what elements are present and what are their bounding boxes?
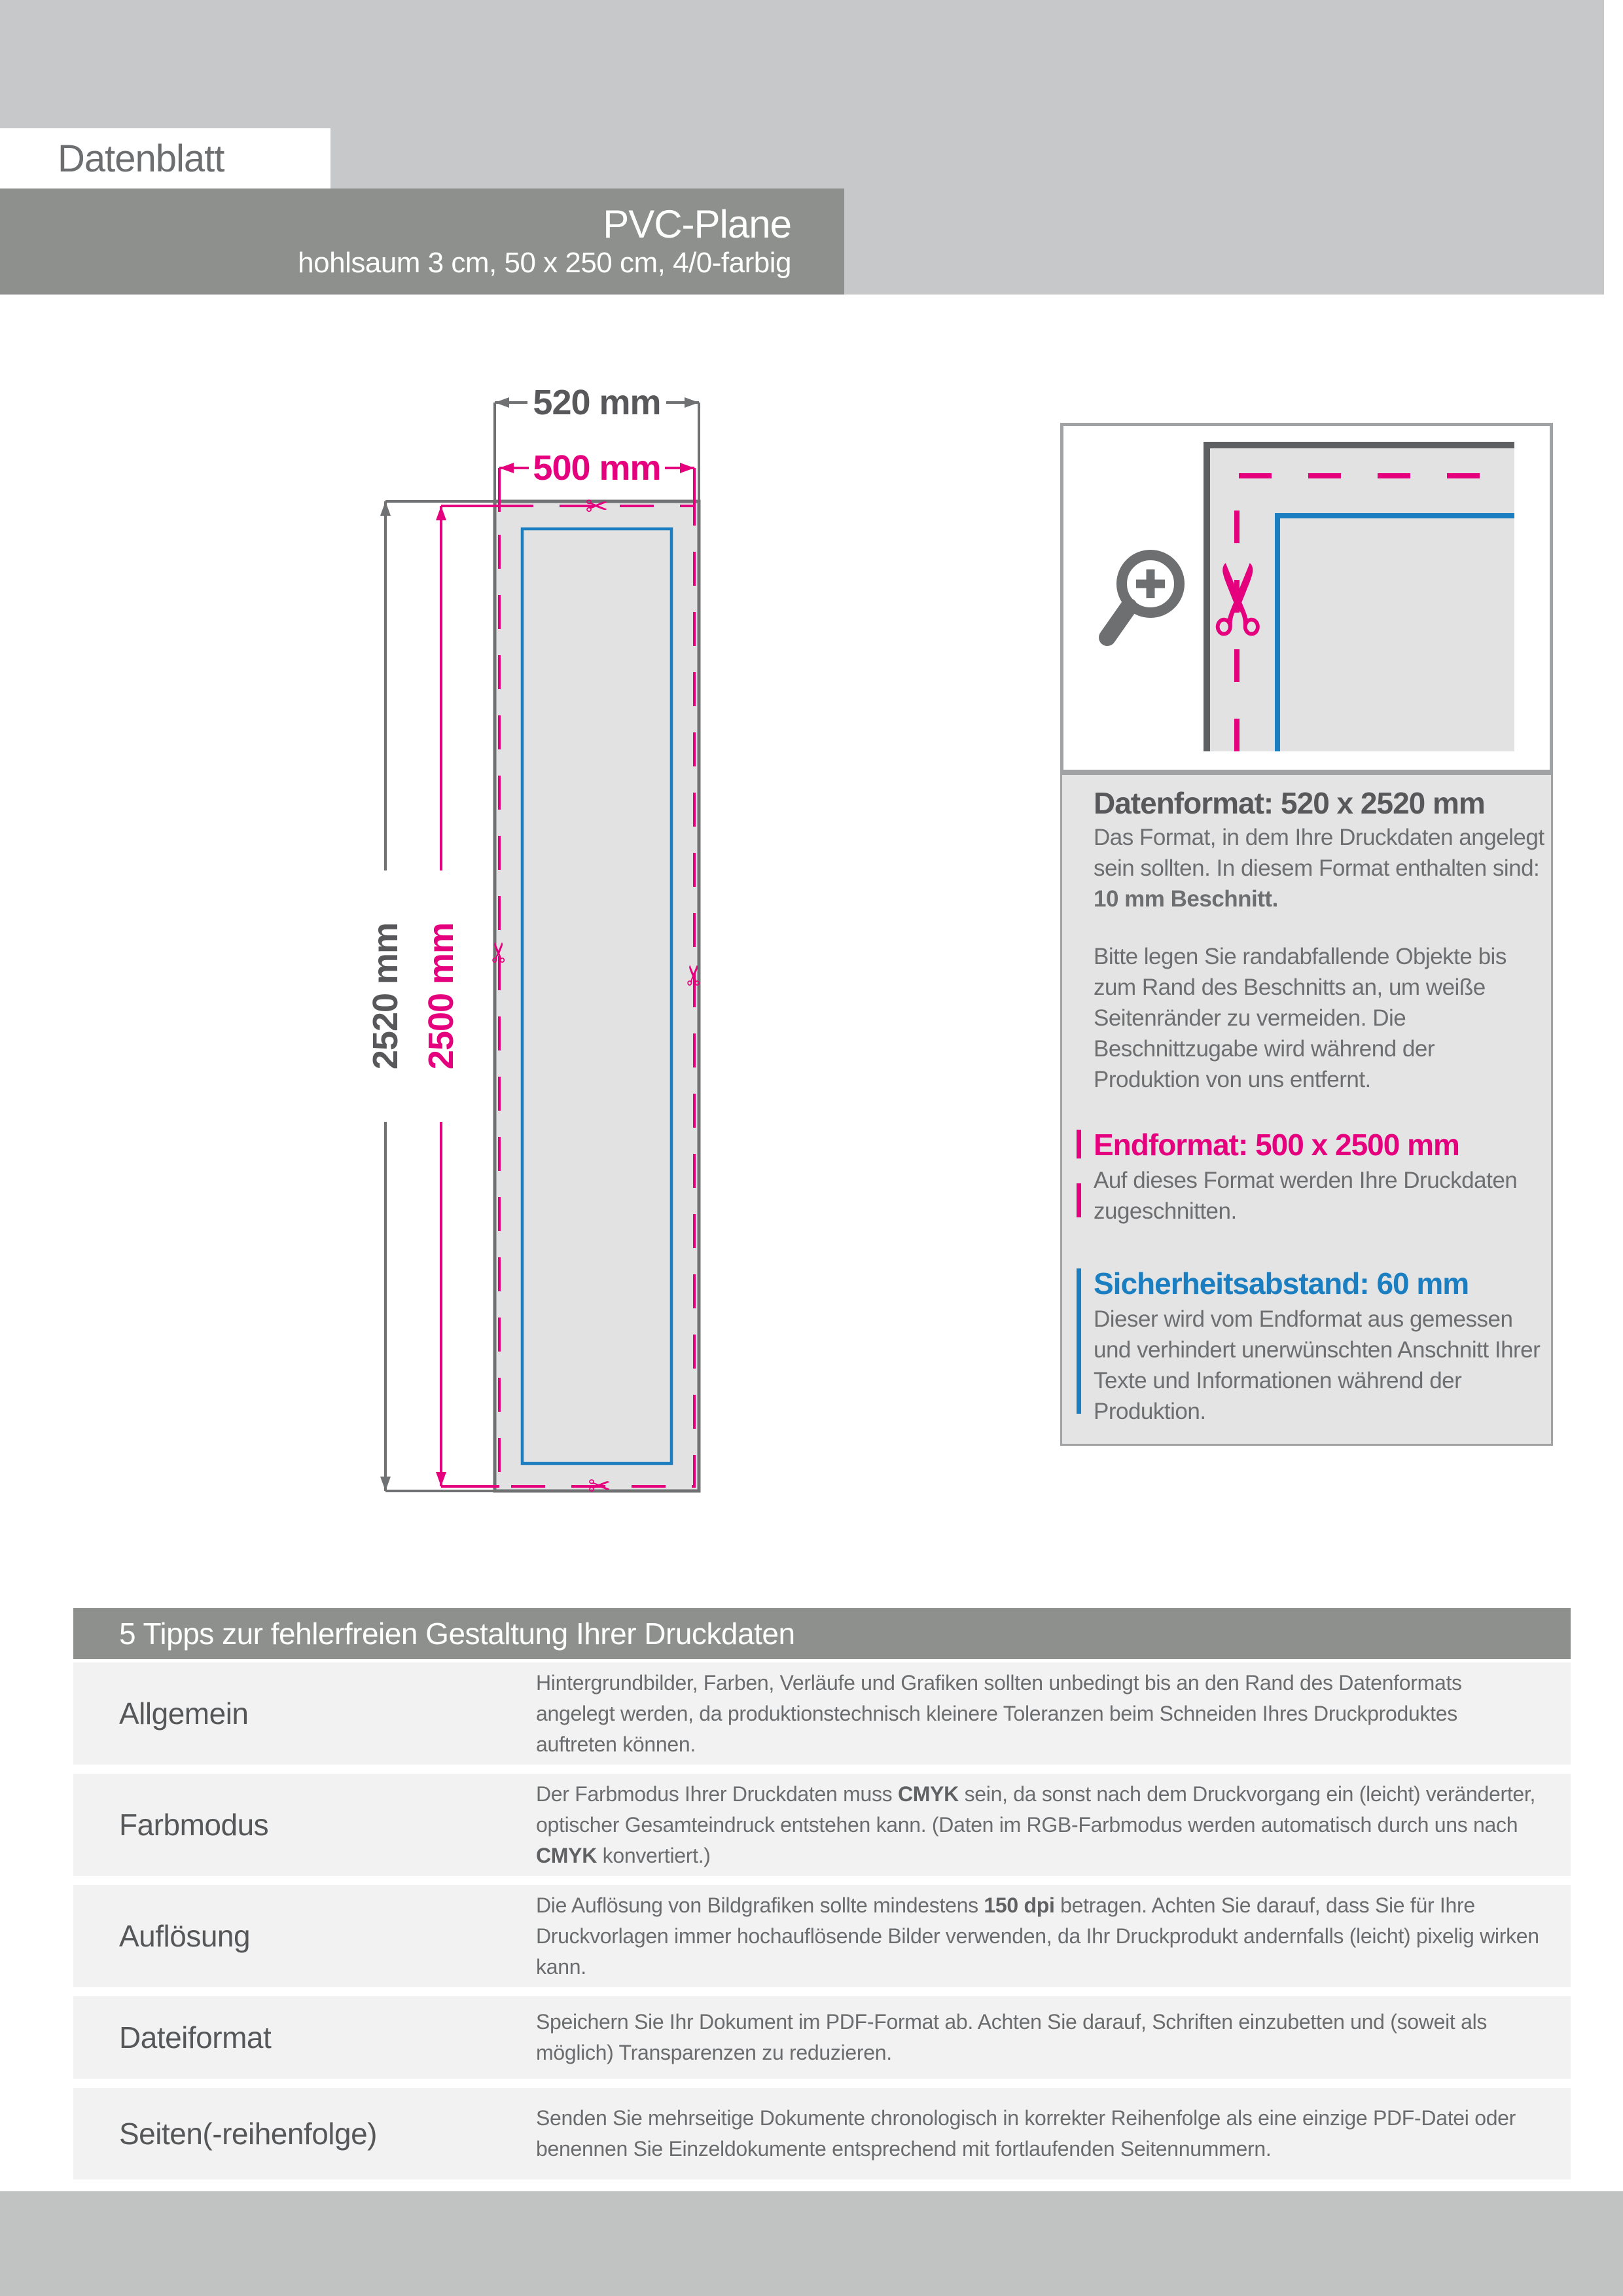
footer-band — [0, 2191, 1623, 2296]
datenformat-para2: Bitte legen Sie randabfallende Objekte bis zum Rand des Beschnitts an, um weiße Seitenränder zu vermeiden. Die Beschnittzugabe wird während der Produktion von uns entfernt. — [1094, 944, 1507, 1092]
product-spec: hohlsaum 3 cm, 50 x 250 cm, 4/0-farbig — [298, 247, 791, 279]
tip-body: Speichern Sie Ihr Dokument im PDF-Format ab. Achten Sie darauf, Schriften einzubetten und (soweit als möglich) Transparenzen zu reduzieren. — [536, 2010, 1488, 2064]
tip-label: Allgemein — [119, 1696, 249, 1731]
arrow-down-icon — [380, 1477, 391, 1491]
tip-body: Hintergrundbilder, Farben, Verläufe und Grafiken sollten unbedingt bis an den Rand des Datenformats angelegt werden, da produktionstechnisch kleinere Toleranzen beim Schneiden Ihres Druckproduktes auftreten können. — [536, 1670, 1462, 1756]
dim-label-520: 520 mm — [533, 383, 661, 422]
zoom-detail-box — [1060, 423, 1553, 773]
format-diagram — [353, 367, 733, 1518]
tip-label: Auflösung — [119, 1919, 251, 1953]
tip-row-farbmodus — [73, 1774, 1571, 1876]
datenformat-rect — [495, 501, 699, 1491]
zoom-detail-graphic — [1063, 426, 1550, 770]
zoom-in-icon — [1107, 555, 1179, 637]
arrow-up-icon — [380, 501, 391, 516]
dim-label-2520: 2520 mm — [366, 922, 405, 1070]
product-name: PVC-Plane — [603, 202, 791, 246]
endformat-heading: Endformat: 500 x 2500 mm — [1094, 1128, 1459, 1162]
tip-label: Seiten(-reihenfolge) — [119, 2117, 378, 2151]
product-bar — [0, 188, 844, 295]
scissors-icon: ✂ — [588, 1470, 611, 1502]
tip-row-aufloesung — [73, 1885, 1571, 1987]
tip-body: Senden Sie mehrseitige Dokumente chronologisch in korrekter Reihenfolge als eine einzige PDF-Datei oder benennen Sie Einzeldokumente entsprechend mit fortlaufenden Seitennummern. — [536, 2106, 1516, 2161]
sicherheitsabstand-accent-bar — [1077, 1268, 1081, 1414]
arrow-right-icon — [685, 397, 699, 408]
sicherheitsabstand-heading: Sicherheitsabstand: 60 mm — [1094, 1266, 1469, 1300]
arrow-left-icon — [499, 463, 514, 473]
dim-label-2500: 2500 mm — [421, 922, 461, 1070]
endformat-accent-bar — [1077, 1183, 1081, 1217]
arrow-down-icon — [436, 1472, 446, 1486]
tip-body: Der Farbmodus Ihrer Druckdaten muss CMYK sein, da sonst nach dem Druckvorgang ein (leicht) veränderter, optischer Gesamteindruck entstehen kann. (Daten im RGB-Farbmodus werden automatisch durch uns nach CMYK konvertiert.) — [536, 1782, 1536, 1867]
arrow-left-icon — [495, 397, 509, 408]
endformat-body: Auf dieses Format werden Ihre Druckdaten zugeschnitten. — [1094, 1168, 1518, 1224]
tips-header-bar — [73, 1608, 1571, 1659]
scissors-icon: ✂ — [1183, 558, 1297, 640]
datenformat-body: Das Format, in dem Ihre Druckdaten angelegt sein sollten. In diesem Format enthalten sind: 10 mm Beschnitt. — [1094, 825, 1544, 912]
tip-label: Farbmodus — [119, 1808, 269, 1842]
tip-row-seitenreihenfolge — [73, 2088, 1571, 2179]
datenformat-heading: Datenformat: 520 x 2520 mm — [1094, 786, 1485, 820]
arrow-right-icon — [680, 463, 694, 473]
tip-body: Die Auflösung von Bildgrafiken sollte mindestens 150 dpi betragen. Achten Sie darauf, dass Sie für Ihre Druckvorlagen immer hochauflösende Bilder verwenden, da Ihr Druckprodukt andernfalls (leicht) pixelig wirken kann. — [536, 1893, 1539, 1979]
tips-header-title: 5 Tipps zur fehlerfreien Gestaltung Ihrer Druckdaten — [119, 1617, 795, 1651]
scissors-icon: ✂ — [483, 941, 515, 964]
tip-label: Dateiformat — [119, 2020, 272, 2054]
arrow-up-icon — [436, 506, 446, 520]
endformat-accent-bar — [1077, 1130, 1081, 1158]
dim-label-500: 500 mm — [533, 448, 661, 488]
doc-title: Datenblatt — [58, 137, 224, 180]
format-info-panel — [1060, 773, 1553, 1446]
scissors-icon: ✂ — [585, 490, 609, 522]
sicherheitsabstand-body: Dieser wird vom Endformat aus gemessen und verhindert unerwünschten Anschnitt Ihrer Texte und Informationen während der Produktion. — [1094, 1306, 1541, 1424]
tip-row-dateiformat — [73, 1996, 1571, 2079]
tip-row-allgemein — [73, 1662, 1571, 1765]
scissors-icon: ✂ — [678, 963, 710, 987]
doc-title-box — [0, 128, 330, 188]
